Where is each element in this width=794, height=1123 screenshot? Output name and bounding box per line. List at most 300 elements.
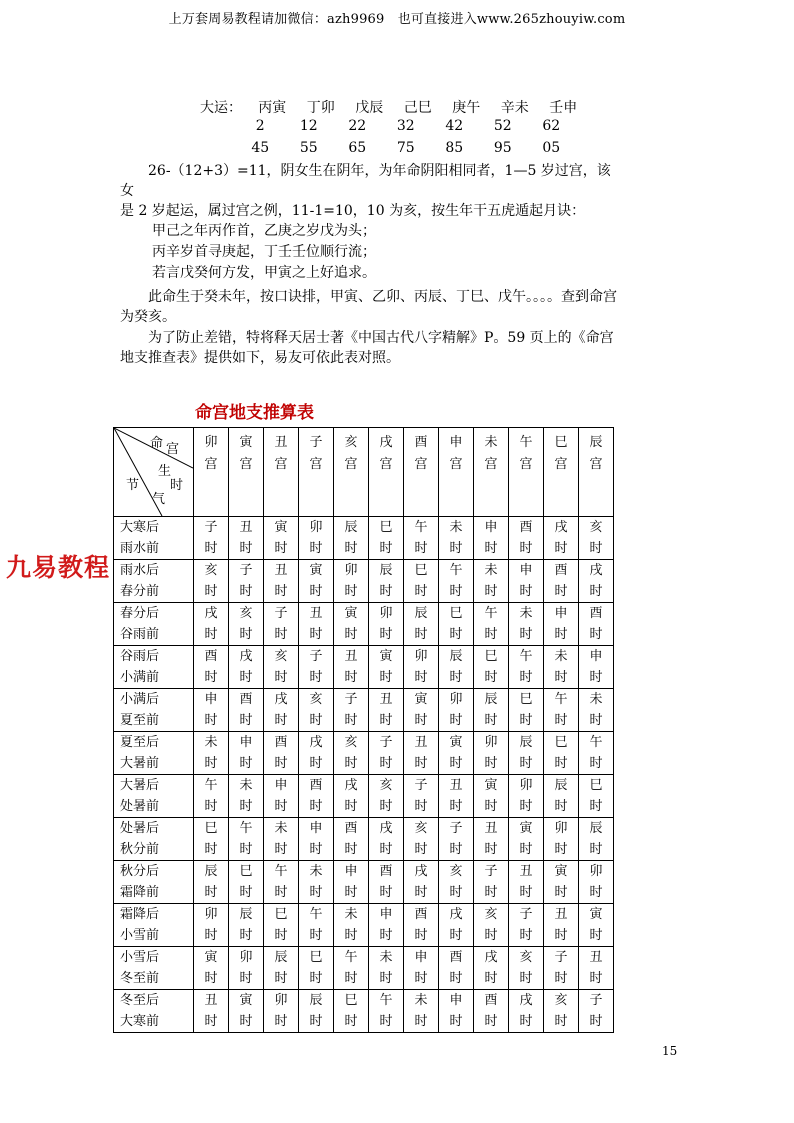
dayun-age: 42 bbox=[445, 118, 464, 134]
branch-value: 丑 bbox=[554, 907, 568, 922]
table-cell bbox=[264, 560, 299, 603]
table-cell bbox=[544, 775, 579, 818]
column-header-char: 辰 bbox=[589, 435, 603, 450]
table-cell bbox=[229, 947, 264, 990]
row-label-line: 夏至后 bbox=[120, 735, 160, 750]
paragraph-3 bbox=[120, 328, 620, 368]
branch-value: 辰 bbox=[239, 907, 253, 922]
table-cell bbox=[334, 603, 369, 646]
row-label-line: 谷雨前 bbox=[120, 627, 160, 642]
table-cell bbox=[194, 517, 229, 560]
branch-value: 寅 bbox=[519, 821, 533, 836]
table-cell bbox=[299, 947, 334, 990]
table-cell bbox=[334, 689, 369, 732]
table-cell bbox=[299, 689, 334, 732]
table-cell bbox=[264, 861, 299, 904]
shi-suffix: 时 bbox=[519, 713, 533, 728]
shi-suffix: 时 bbox=[379, 885, 393, 900]
shi-suffix: 时 bbox=[309, 627, 323, 642]
branch-value: 子 bbox=[239, 563, 253, 578]
table-cell bbox=[544, 689, 579, 732]
shi-suffix: 时 bbox=[449, 584, 463, 599]
branch-value: 午 bbox=[274, 864, 288, 879]
page-number: 15 bbox=[662, 1044, 678, 1058]
table-cell bbox=[229, 689, 264, 732]
shi-suffix: 时 bbox=[274, 1014, 288, 1029]
shi-suffix: 时 bbox=[204, 627, 218, 642]
table-cell bbox=[194, 990, 229, 1033]
shi-suffix: 时 bbox=[309, 971, 323, 986]
branch-value: 辰 bbox=[484, 692, 498, 707]
branch-value: 丑 bbox=[379, 692, 393, 707]
branch-value: 巳 bbox=[449, 606, 463, 621]
row-label-line: 雨水前 bbox=[120, 541, 160, 556]
shi-suffix: 时 bbox=[344, 713, 358, 728]
table-cell bbox=[404, 818, 439, 861]
table-cell bbox=[194, 861, 229, 904]
table-row bbox=[114, 904, 614, 947]
table-cell bbox=[264, 646, 299, 689]
table-cell bbox=[334, 646, 369, 689]
verse-line: 丙辛岁首寻庚起，丁壬壬位顺行流； bbox=[152, 244, 376, 260]
table-cell bbox=[299, 646, 334, 689]
table-cell bbox=[369, 947, 404, 990]
row-label bbox=[114, 947, 194, 990]
shi-suffix: 时 bbox=[589, 541, 603, 556]
dayun-pillar: 丙寅 bbox=[258, 99, 287, 116]
shi-suffix: 时 bbox=[239, 541, 253, 556]
table-row bbox=[114, 517, 614, 560]
shi-suffix: 时 bbox=[449, 713, 463, 728]
shi-suffix: 时 bbox=[554, 799, 568, 814]
shi-suffix: 时 bbox=[519, 584, 533, 599]
shi-suffix: 时 bbox=[309, 756, 323, 771]
branch-value: 申 bbox=[589, 649, 603, 664]
table-cell bbox=[544, 818, 579, 861]
shi-suffix: 时 bbox=[204, 928, 218, 943]
table-cell bbox=[369, 517, 404, 560]
shi-suffix: 时 bbox=[414, 971, 428, 986]
table-cell bbox=[229, 818, 264, 861]
table-cell bbox=[264, 603, 299, 646]
dayun-age: 32 bbox=[396, 118, 415, 134]
branch-value: 午 bbox=[589, 735, 603, 750]
branch-value: 亥 bbox=[204, 563, 218, 578]
table-cell bbox=[474, 990, 509, 1033]
shi-suffix: 时 bbox=[274, 842, 288, 857]
ming-gong-table bbox=[113, 427, 614, 1033]
row-label bbox=[114, 990, 194, 1033]
branch-value: 申 bbox=[239, 735, 253, 750]
shi-suffix: 时 bbox=[274, 627, 288, 642]
table-title: 命宫地支推算表 bbox=[195, 403, 314, 423]
shi-suffix: 时 bbox=[274, 670, 288, 685]
paragraph-1-line-1: 26-（12+3）=11，阴女生在阴年，为年命阴阳相同者，1—5 岁过宫，该女 bbox=[120, 163, 611, 199]
column-header bbox=[544, 428, 579, 517]
row-label-line: 冬至前 bbox=[120, 971, 160, 986]
table-cell bbox=[334, 861, 369, 904]
branch-value: 未 bbox=[379, 950, 393, 965]
shi-suffix: 时 bbox=[589, 756, 603, 771]
branch-value: 亥 bbox=[589, 520, 603, 535]
shi-suffix: 时 bbox=[414, 713, 428, 728]
branch-value: 亥 bbox=[344, 735, 358, 750]
branch-value: 申 bbox=[519, 563, 533, 578]
dayun-age: 22 bbox=[348, 118, 367, 134]
column-header-char: 寅 bbox=[239, 435, 253, 450]
table-cell bbox=[194, 646, 229, 689]
table-cell bbox=[264, 517, 299, 560]
dayun-pillar: 戊辰 bbox=[355, 99, 384, 116]
table-cell bbox=[509, 689, 544, 732]
branch-value: 酉 bbox=[274, 735, 288, 750]
branch-value: 巳 bbox=[239, 864, 253, 879]
dayun-age: 62 bbox=[542, 118, 561, 134]
column-header bbox=[229, 428, 264, 517]
branch-value: 寅 bbox=[589, 907, 603, 922]
branch-value: 戌 bbox=[239, 649, 253, 664]
table-cell bbox=[299, 775, 334, 818]
shi-suffix: 时 bbox=[274, 713, 288, 728]
table-cell bbox=[544, 560, 579, 603]
column-header-char: 宫 bbox=[274, 457, 288, 472]
table-cell bbox=[194, 732, 229, 775]
table-cell bbox=[264, 689, 299, 732]
shi-suffix: 时 bbox=[309, 584, 323, 599]
table-cell bbox=[194, 904, 229, 947]
column-header-char: 宫 bbox=[554, 457, 568, 472]
table-cell bbox=[334, 517, 369, 560]
table-cell bbox=[299, 818, 334, 861]
branch-value: 子 bbox=[414, 778, 428, 793]
shi-suffix: 时 bbox=[379, 1014, 393, 1029]
table-cell bbox=[334, 947, 369, 990]
branch-value: 酉 bbox=[309, 778, 323, 793]
table-cell bbox=[369, 603, 404, 646]
table-cell bbox=[474, 732, 509, 775]
branch-value: 巳 bbox=[484, 649, 498, 664]
shi-suffix: 时 bbox=[449, 885, 463, 900]
table-cell bbox=[474, 861, 509, 904]
table-cell bbox=[299, 732, 334, 775]
table-cell bbox=[369, 646, 404, 689]
shi-suffix: 时 bbox=[449, 756, 463, 771]
shi-suffix: 时 bbox=[309, 928, 323, 943]
table-cell bbox=[509, 947, 544, 990]
row-label bbox=[114, 689, 194, 732]
branch-value: 申 bbox=[274, 778, 288, 793]
branch-value: 卯 bbox=[414, 649, 428, 664]
table-cell bbox=[334, 560, 369, 603]
branch-value: 酉 bbox=[414, 907, 428, 922]
branch-value: 午 bbox=[414, 520, 428, 535]
shi-suffix: 时 bbox=[449, 799, 463, 814]
branch-value: 酉 bbox=[519, 520, 533, 535]
branch-value: 午 bbox=[204, 778, 218, 793]
branch-value: 寅 bbox=[309, 563, 323, 578]
table-cell bbox=[579, 990, 614, 1033]
table-corner-cell bbox=[114, 428, 194, 517]
shi-suffix: 时 bbox=[519, 670, 533, 685]
dayun-age: 85 bbox=[445, 140, 464, 156]
row-label bbox=[114, 517, 194, 560]
shi-suffix: 时 bbox=[204, 1014, 218, 1029]
column-header bbox=[474, 428, 509, 517]
branch-value: 未 bbox=[484, 563, 498, 578]
branch-value: 亥 bbox=[554, 993, 568, 1008]
branch-value: 辰 bbox=[309, 993, 323, 1008]
table-cell bbox=[229, 560, 264, 603]
branch-value: 午 bbox=[379, 993, 393, 1008]
table-cell bbox=[404, 861, 439, 904]
shi-suffix: 时 bbox=[554, 756, 568, 771]
branch-value: 巳 bbox=[554, 735, 568, 750]
column-header-char: 宫 bbox=[344, 457, 358, 472]
branch-value: 辰 bbox=[379, 563, 393, 578]
branch-value: 卯 bbox=[484, 735, 498, 750]
table-cell bbox=[229, 990, 264, 1033]
shi-suffix: 时 bbox=[344, 584, 358, 599]
table-cell bbox=[194, 775, 229, 818]
shi-suffix: 时 bbox=[589, 584, 603, 599]
shi-suffix: 时 bbox=[519, 971, 533, 986]
table-cell bbox=[439, 947, 474, 990]
table-cell bbox=[509, 818, 544, 861]
branch-value: 酉 bbox=[589, 606, 603, 621]
shi-suffix: 时 bbox=[239, 842, 253, 857]
shi-suffix: 时 bbox=[204, 971, 218, 986]
column-header-char: 未 bbox=[484, 435, 498, 450]
shi-suffix: 时 bbox=[484, 971, 498, 986]
shi-suffix: 时 bbox=[379, 670, 393, 685]
table-cell bbox=[369, 861, 404, 904]
paragraph-2 bbox=[120, 287, 620, 327]
branch-value: 午 bbox=[239, 821, 253, 836]
branch-value: 戌 bbox=[204, 606, 218, 621]
branch-value: 丑 bbox=[414, 735, 428, 750]
shi-suffix: 时 bbox=[379, 842, 393, 857]
table-cell bbox=[509, 732, 544, 775]
row-label-line: 大寒前 bbox=[120, 1014, 160, 1029]
table-cell bbox=[439, 861, 474, 904]
branch-value: 子 bbox=[484, 864, 498, 879]
shi-suffix: 时 bbox=[519, 799, 533, 814]
branch-value: 戌 bbox=[449, 907, 463, 922]
table-cell bbox=[474, 818, 509, 861]
table-cell bbox=[299, 603, 334, 646]
shi-suffix: 时 bbox=[554, 713, 568, 728]
column-header-char: 宫 bbox=[519, 457, 533, 472]
shi-suffix: 时 bbox=[484, 541, 498, 556]
shi-suffix: 时 bbox=[554, 541, 568, 556]
branch-value: 丑 bbox=[449, 778, 463, 793]
shi-suffix: 时 bbox=[414, 627, 428, 642]
row-label bbox=[114, 775, 194, 818]
shi-suffix: 时 bbox=[239, 885, 253, 900]
branch-value: 辰 bbox=[344, 520, 358, 535]
branch-value: 戌 bbox=[309, 735, 323, 750]
dayun-age: 2 bbox=[255, 118, 265, 134]
branch-value: 丑 bbox=[484, 821, 498, 836]
paragraph-2-line-2: 为癸亥。 bbox=[120, 309, 176, 325]
table-cell bbox=[579, 775, 614, 818]
shi-suffix: 时 bbox=[589, 799, 603, 814]
table-cell bbox=[474, 947, 509, 990]
shi-suffix: 时 bbox=[519, 627, 533, 642]
shi-suffix: 时 bbox=[344, 842, 358, 857]
table-row bbox=[114, 732, 614, 775]
branch-value: 戌 bbox=[519, 993, 533, 1008]
dayun-ages-end bbox=[236, 140, 576, 156]
table-cell bbox=[474, 517, 509, 560]
table-row bbox=[114, 560, 614, 603]
column-header-char: 宫 bbox=[589, 457, 603, 472]
paragraph-3-line-2: 地支推查表》提供如下，易友可依此表对照。 bbox=[120, 350, 400, 366]
shi-suffix: 时 bbox=[519, 1014, 533, 1029]
column-header-char: 巳 bbox=[554, 435, 568, 450]
branch-value: 子 bbox=[379, 735, 393, 750]
table-cell bbox=[334, 732, 369, 775]
branch-value: 午 bbox=[519, 649, 533, 664]
shi-suffix: 时 bbox=[449, 627, 463, 642]
table-row bbox=[114, 947, 614, 990]
table-cell bbox=[194, 560, 229, 603]
branch-value: 亥 bbox=[414, 821, 428, 836]
branch-value: 戌 bbox=[379, 821, 393, 836]
table-cell bbox=[404, 775, 439, 818]
table-cell bbox=[404, 947, 439, 990]
table-cell bbox=[369, 732, 404, 775]
table-cell bbox=[474, 775, 509, 818]
branch-value: 卯 bbox=[204, 907, 218, 922]
table-cell bbox=[544, 947, 579, 990]
table-cell bbox=[509, 560, 544, 603]
branch-value: 子 bbox=[519, 907, 533, 922]
table-cell bbox=[544, 904, 579, 947]
row-label-line: 霜降前 bbox=[120, 885, 160, 900]
row-label bbox=[114, 646, 194, 689]
column-header bbox=[334, 428, 369, 517]
row-label-line: 大寒后 bbox=[120, 520, 160, 535]
row-label-line: 秋分前 bbox=[120, 842, 160, 857]
shi-suffix: 时 bbox=[379, 541, 393, 556]
branch-value: 寅 bbox=[449, 735, 463, 750]
branch-value: 戌 bbox=[554, 520, 568, 535]
row-label-line: 大暑后 bbox=[120, 778, 160, 793]
table-cell bbox=[369, 689, 404, 732]
shi-suffix: 时 bbox=[379, 627, 393, 642]
branch-value: 卯 bbox=[379, 606, 393, 621]
branch-value: 戌 bbox=[274, 692, 288, 707]
shi-suffix: 时 bbox=[554, 842, 568, 857]
branch-value: 寅 bbox=[204, 950, 218, 965]
branch-value: 亥 bbox=[519, 950, 533, 965]
table-cell bbox=[194, 947, 229, 990]
shi-suffix: 时 bbox=[484, 670, 498, 685]
branch-value: 寅 bbox=[554, 864, 568, 879]
table-cell bbox=[579, 732, 614, 775]
column-header-char: 宫 bbox=[379, 457, 393, 472]
table-cell bbox=[439, 990, 474, 1033]
table-cell bbox=[579, 689, 614, 732]
corner-gong: 宫 bbox=[166, 442, 180, 457]
shi-suffix: 时 bbox=[449, 971, 463, 986]
branch-value: 酉 bbox=[239, 692, 253, 707]
branch-value: 申 bbox=[554, 606, 568, 621]
branch-value: 巳 bbox=[309, 950, 323, 965]
dayun-age: 12 bbox=[299, 118, 318, 134]
branch-value: 酉 bbox=[379, 864, 393, 879]
row-label bbox=[114, 603, 194, 646]
shi-suffix: 时 bbox=[379, 584, 393, 599]
shi-suffix: 时 bbox=[239, 756, 253, 771]
branch-value: 午 bbox=[484, 606, 498, 621]
row-label-line: 冬至后 bbox=[120, 993, 160, 1008]
column-header-char: 宫 bbox=[414, 457, 428, 472]
table-cell bbox=[404, 689, 439, 732]
table-cell bbox=[509, 775, 544, 818]
dayun-age: 75 bbox=[396, 140, 415, 156]
branch-value: 丑 bbox=[519, 864, 533, 879]
table-cell bbox=[439, 904, 474, 947]
branch-value: 巳 bbox=[274, 907, 288, 922]
shi-suffix: 时 bbox=[589, 713, 603, 728]
shi-suffix: 时 bbox=[554, 885, 568, 900]
shi-suffix: 时 bbox=[484, 756, 498, 771]
shi-suffix: 时 bbox=[414, 1014, 428, 1029]
table-row bbox=[114, 861, 614, 904]
table-cell bbox=[509, 517, 544, 560]
shi-suffix: 时 bbox=[204, 713, 218, 728]
shi-suffix: 时 bbox=[309, 885, 323, 900]
shi-suffix: 时 bbox=[589, 842, 603, 857]
branch-value: 卯 bbox=[344, 563, 358, 578]
shi-suffix: 时 bbox=[344, 928, 358, 943]
table-cell bbox=[264, 990, 299, 1033]
branch-value: 寅 bbox=[344, 606, 358, 621]
shi-suffix: 时 bbox=[484, 842, 498, 857]
dayun-age: 05 bbox=[542, 140, 561, 156]
shi-suffix: 时 bbox=[274, 799, 288, 814]
column-header-char: 宫 bbox=[309, 457, 323, 472]
branch-value: 申 bbox=[379, 907, 393, 922]
branch-value: 亥 bbox=[274, 649, 288, 664]
shi-suffix: 时 bbox=[554, 670, 568, 685]
branch-value: 未 bbox=[449, 520, 463, 535]
table-row bbox=[114, 603, 614, 646]
shi-suffix: 时 bbox=[309, 1014, 323, 1029]
shi-suffix: 时 bbox=[239, 1014, 253, 1029]
branch-value: 申 bbox=[414, 950, 428, 965]
branch-value: 戌 bbox=[484, 950, 498, 965]
shi-suffix: 时 bbox=[379, 799, 393, 814]
shi-suffix: 时 bbox=[554, 584, 568, 599]
branch-value: 卯 bbox=[309, 520, 323, 535]
table-cell bbox=[544, 732, 579, 775]
table-cell bbox=[369, 775, 404, 818]
shi-suffix: 时 bbox=[239, 584, 253, 599]
branch-value: 辰 bbox=[274, 950, 288, 965]
dayun-age: 65 bbox=[348, 140, 367, 156]
shi-suffix: 时 bbox=[274, 584, 288, 599]
shi-suffix: 时 bbox=[484, 1014, 498, 1029]
row-label-line: 小满后 bbox=[120, 692, 160, 707]
dayun-ages-start bbox=[236, 118, 576, 134]
shi-suffix: 时 bbox=[344, 885, 358, 900]
shi-suffix: 时 bbox=[379, 756, 393, 771]
column-header bbox=[579, 428, 614, 517]
branch-value: 辰 bbox=[204, 864, 218, 879]
